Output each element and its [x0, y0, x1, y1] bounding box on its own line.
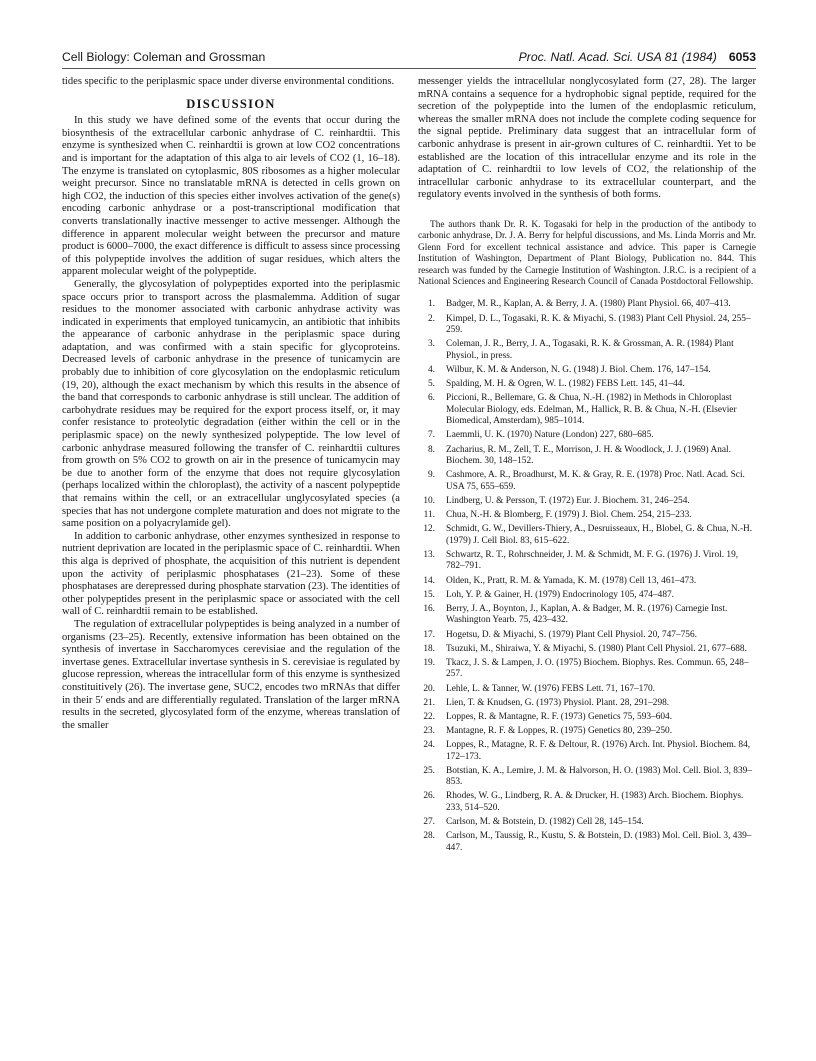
reference-number: 21. [423, 697, 435, 708]
reference-number: 13. [423, 549, 435, 560]
reference-text: Chua, N.-H. & Blomberg, F. (1979) J. Biol. Chem. 254, 215–233. [446, 510, 692, 521]
reference-text: Lindberg, U. & Persson, T. (1972) Eur. J. Biochem. 31, 246–254. [446, 495, 690, 506]
left-column [62, 76, 400, 732]
reference-item [418, 831, 756, 854]
reference-number: 9. [427, 470, 435, 481]
reference-number: 1. [427, 299, 435, 310]
reference-number: 5. [427, 379, 435, 390]
reference-text: Lehle, L. & Tanner, W. (1976) FEBS Lett. 71, 167–170. [446, 683, 656, 694]
reference-item [418, 299, 756, 311]
reference-item [418, 791, 756, 814]
reference-number: 10. [423, 495, 435, 506]
discussion-paragraph-1: In this study we have defined some of the events that occur during the biosynthesis of the extracellular carbonic anhydrase of C. reinhardtii. This enzyme is synthesized when C. reinhardtii is grown at low CO2 concentrations and is important for the adaptation of this alga to air levels of CO2 (1, 16–18). The enzyme is translated on cytoplasmic, 80S ribosomes as a higher molecular weight precursor. Since no translatable mRNA is detected in cells grown on high CO2, the induction of this species either involves activation of the gene(s) encoding carbonic anhydrase or a post-transcriptional modification that converts translationally inactive messenger to active messenger. Although the difference in apparent molecular weight between the precursor and mature product is 6000–7000, the exact difference is difficult to assess since processing of this polypeptide involves the addition of sugar residues, which alters the apparent molecular weight of the polypeptide. [62, 115, 400, 278]
page-number: 6053 [728, 50, 756, 64]
reference-text: Tsuzuki, M., Shiraiwa, Y. & Miyachi, S. (1980) Plant Cell Physiol. 21, 677–688. [446, 643, 747, 654]
reference-text: Carlson, M., Taussig, R., Kustu, S. & Botstein, D. (1983) Mol. Cell. Biol. 3, 439–447. [446, 831, 752, 853]
reference-text: Botstian, K. A., Lemire, J. M. & Halvorson, H. O. (1983) Mol. Cell. Biol. 3, 839–853. [446, 765, 752, 788]
reference-number: 12. [423, 524, 435, 535]
reference-text: Mantagne, R. F. & Loppes, R. (1975) Genetics 80, 239–250. [446, 725, 673, 736]
discussion-paragraph-2: Generally, the glycosylation of polypeptides exported into the periplasmic space occurs prior to transport across the plasmalemma. Addition of sugar residues to the monomer associated with carbonic anhydrase activity was indicated in experiments that employed tunicamycin, an antibiotic that inhibits the appearance of carbonic anhydrase in the periplasmic space during adaptation, and was confirmed with a stain specific for glycoproteins. Decreased levels of carbonic anhydrase in the presence of tunicamycin are probably due to inhibition of core glycosylation on the endoplasmic reticulum (19, 20), although the exact mechanism by which this results in the absence of the band that corresponds to carbonic anhydrase is still unclear. The addition of carbohydrate residues may be required for the export process itself, or, it may confer resistance to proteolytic degradation (either within the cell or in the periplasmic space) on the newly synthesized polypeptide. The low level of carbonic anhydrase measured following the transfer of C. reinhardtii cultures from growth on 5% CO2 to growth on air in the presence of tunicamycin may be due to another form of the enzyme that does not require glycosylation (perhaps localized within the chloroplast), the activity of a nascent polypeptide that remains within the cell, or an extracellular unglycosylated species (a species that has not undergone complete maturation and does not migrate to the same position on a polyacrylamide gel). [62, 278, 400, 530]
reference-number: 4. [427, 364, 435, 375]
reference-text: Schwartz, R. T., Rohrschneider, J. M. & Schmidt, M. F. G. (1976) J. Virol. 19, 782–791. [446, 549, 739, 572]
reference-number: 25. [423, 765, 435, 776]
discussion-paragraph-3: In addition to carbonic anhydrase, other enzymes synthesized in response to nutrient deprivation are located in the periplasmic space of C. reinhardtii. When this alga is deprived of phosphate, the acquisition of this nutrient is dependent upon the activity of periplasmic phosphatases (21–23). Some of these phosphatases are derepressed during phosphate starvation (23). The identities of other polypeptides present in the periplasmic space or associated with the cell wall of C. reinhardtii remain to be established. [62, 530, 400, 618]
reference-number: 15. [423, 589, 435, 600]
reference-item [418, 430, 756, 442]
reference-text: Schmidt, G. W., Devillers-Thiery, A., Desruisseaux, H., Blobel, G. & Chua, N.-H. (1979) J. Cell Biol. 83, 615–622. [446, 524, 753, 546]
reference-number: 24. [423, 740, 435, 751]
reference-item [418, 510, 756, 522]
reference-text: Laemmli, U. K. (1970) Nature (London) 227, 680–685. [446, 430, 654, 441]
header-journal-page [519, 50, 756, 64]
reference-item [418, 314, 756, 337]
header-journal: Proc. Natl. Acad. Sci. USA 81 (1984) [518, 50, 717, 64]
reference-item [418, 740, 756, 763]
reference-item [418, 550, 756, 573]
reference-item [418, 644, 756, 656]
reference-text: Olden, K., Pratt, R. M. & Yamada, K. M. (1978) Cell 13, 461–473. [446, 575, 697, 586]
reference-item [418, 393, 756, 428]
reference-text: Berry, J. A., Boynton, J., Kaplan, A. & Badger, M. R. (1976) Carnegie Inst. Washington Yearb. 75, 423–432. [446, 603, 728, 626]
reference-number: 6. [427, 393, 435, 404]
header-section-authors: Cell Biology: Coleman and Grossman [62, 50, 266, 64]
reference-item [418, 339, 756, 362]
reference-number: 3. [427, 339, 435, 350]
reference-number: 20. [423, 683, 435, 694]
reference-item [418, 630, 756, 642]
discussion-paragraph-continued: messenger yields the intracellular nonglycosylated form (27, 28). The larger mRNA contains a sequence for a hydrophobic signal peptide, required for the secretion of the polypeptide into the lumen of the endoplasmic reticulum, whereas the smaller mRNA does not include the complete coding sequence for the signal peptide. Preliminary data suggest that an intracellular form of carbonic anhydrase is present in air-grown cultures of C. reinhardtii. Yet to be established are the location of this intracellular enzyme and its role in the adaptation of C. reinhardtii to low levels of CO2, the relationship of the intracellular carbonic anhydrase to its extracellular counterpart, and the regulatory events involved in the synthesis of both forms. [418, 76, 756, 201]
section-heading-discussion: DISCUSSION [186, 96, 276, 111]
reference-item [418, 817, 756, 829]
reference-list [418, 299, 756, 854]
reference-text: Loh, Y. P. & Gainer, H. (1979) Endocrinology 105, 474–487. [446, 589, 675, 600]
reference-text: Tkacz, J. S. & Lampen, J. O. (1975) Biochem. Biophys. Res. Commun. 65, 248–257. [446, 657, 749, 680]
reference-text: Loppes, R., Matagne, R. F. & Deltour, R. (1976) Arch. Int. Physiol. Biochem. 84, 172–173. [446, 740, 751, 762]
reference-number: 2. [427, 313, 435, 324]
reference-text: Piccioni, R., Bellemare, G. & Chua, N.-H. (1982) in Methods in Chloroplast Molecular Biology, eds. Edelman, M., Hallick, R. B. & Chua, N.-H. (Elsevier Biomedical, Amsterdam), 985–1014. [446, 393, 737, 427]
reference-item [418, 496, 756, 508]
reference-text: Badger, M. R., Kaplan, A. & Berry, J. A. (1980) Plant Physiol. 66, 407–413. [446, 299, 731, 310]
reference-number: 7. [427, 430, 435, 441]
reference-text: Wilbur, K. M. & Anderson, N. G. (1948) J. Biol. Chem. 176, 147–154. [446, 364, 711, 375]
reference-number: 22. [423, 711, 435, 722]
reference-text: Kimpel, D. L., Togasaki, R. K. & Miyachi, S. (1983) Plant Cell Physiol. 24, 255–259. [446, 313, 751, 336]
right-column [418, 76, 756, 857]
reference-number: 8. [427, 444, 435, 455]
reference-text: Loppes, R. & Mantagne, R. F. (1973) Genetics 75, 593–604. [446, 711, 673, 722]
reference-item [418, 524, 756, 547]
reference-number: 11. [423, 510, 435, 521]
reference-item [418, 712, 756, 724]
reference-item [418, 576, 756, 588]
reference-item [418, 604, 756, 627]
reference-text: Zacharius, R. M., Zell, T. E., Morrison, J. H. & Woodlock, J. J. (1969) Anal. Biochem. 30, 148–152. [446, 444, 731, 467]
reference-item [418, 365, 756, 377]
reference-text: Coleman, J. R., Berry, J. A., Togasaki, R. K. & Grossman, A. R. (1984) Plant Physiol., in press. [446, 339, 734, 361]
reference-text: Cashmore, A. R., Broadhurst, M. K. & Gray, R. E. (1978) Proc. Natl. Acad. Sci. USA 75, 655–659. [446, 470, 745, 492]
intro-fragment: tides specific to the periplasmic space under diverse environmental conditions. [62, 76, 395, 87]
discussion-paragraph-4: The regulation of extracellular polypeptides is being analyzed in a number of organisms (23–25). Recently, extensive information has been obtained on the synthesis of invertase in Saccharomyces cerevisiae and the regulation of the invertase genes. Extracellular invertase synthesis in S. cerevisiae is regulated by glucose repression, whereas the intracellular form of this enzyme is synthesized constituitively (26). The invertase gene, SUC2, encodes two mRNAs that differ in their 5′ ends and are differentially regulated. Translation of the larger mRNA results in the secreted, glycosylated form of the enzyme, whereas translation of the smaller [62, 618, 400, 731]
reference-number: 16. [423, 603, 435, 614]
reference-text: Rhodes, W. G., Lindberg, R. A. & Drucker, H. (1983) Arch. Biochem. Biophys. 233, 514–520. [446, 791, 744, 813]
acknowledgments: The authors thank Dr. R. K. Togasaki for help in the production of the antibody to carbonic anhydrase, Dr. J. A. Berry for helpful discussions, and Ms. Linda Morris and Mr. Glenn Ford for excellent technical assistance and advice. This paper is Carnegie Institution of Washington, Department of Plant Biology, Publication no. 844. This research was funded by the Carnegie Institution of Washington. J.R.C. is a recipient of a National Sciences and Engineering Research Council of Canada Postdoctoral Fellowship. [418, 219, 756, 287]
running-header [62, 46, 756, 69]
reference-item [418, 658, 756, 681]
reference-number: 23. [423, 725, 435, 736]
reference-item [418, 726, 756, 738]
reference-item [418, 766, 756, 789]
reference-number: 18. [423, 643, 435, 654]
reference-item [418, 445, 756, 468]
reference-number: 19. [423, 657, 435, 668]
reference-item [418, 590, 756, 602]
reference-item [418, 698, 756, 710]
reference-number: 27. [423, 817, 435, 828]
reference-number: 14. [423, 575, 435, 586]
reference-item [418, 379, 756, 391]
reference-text: Hogetsu, D. & Miyachi, S. (1979) Plant Cell Physiol. 20, 747–756. [446, 629, 697, 640]
reference-text: Lien, T. & Knudsen, G. (1973) Physiol. Plant. 28, 291–298. [446, 697, 670, 708]
reference-number: 26. [423, 791, 435, 802]
reference-text: Carlson, M. & Botstein, D. (1982) Cell 28, 145–154. [446, 817, 644, 828]
reference-number: 28. [423, 831, 435, 842]
reference-number: 17. [423, 629, 435, 640]
reference-item [418, 684, 756, 696]
reference-text: Spalding, M. H. & Ogren, W. L. (1982) FEBS Lett. 145, 41–44. [446, 379, 685, 390]
reference-item [418, 470, 756, 493]
